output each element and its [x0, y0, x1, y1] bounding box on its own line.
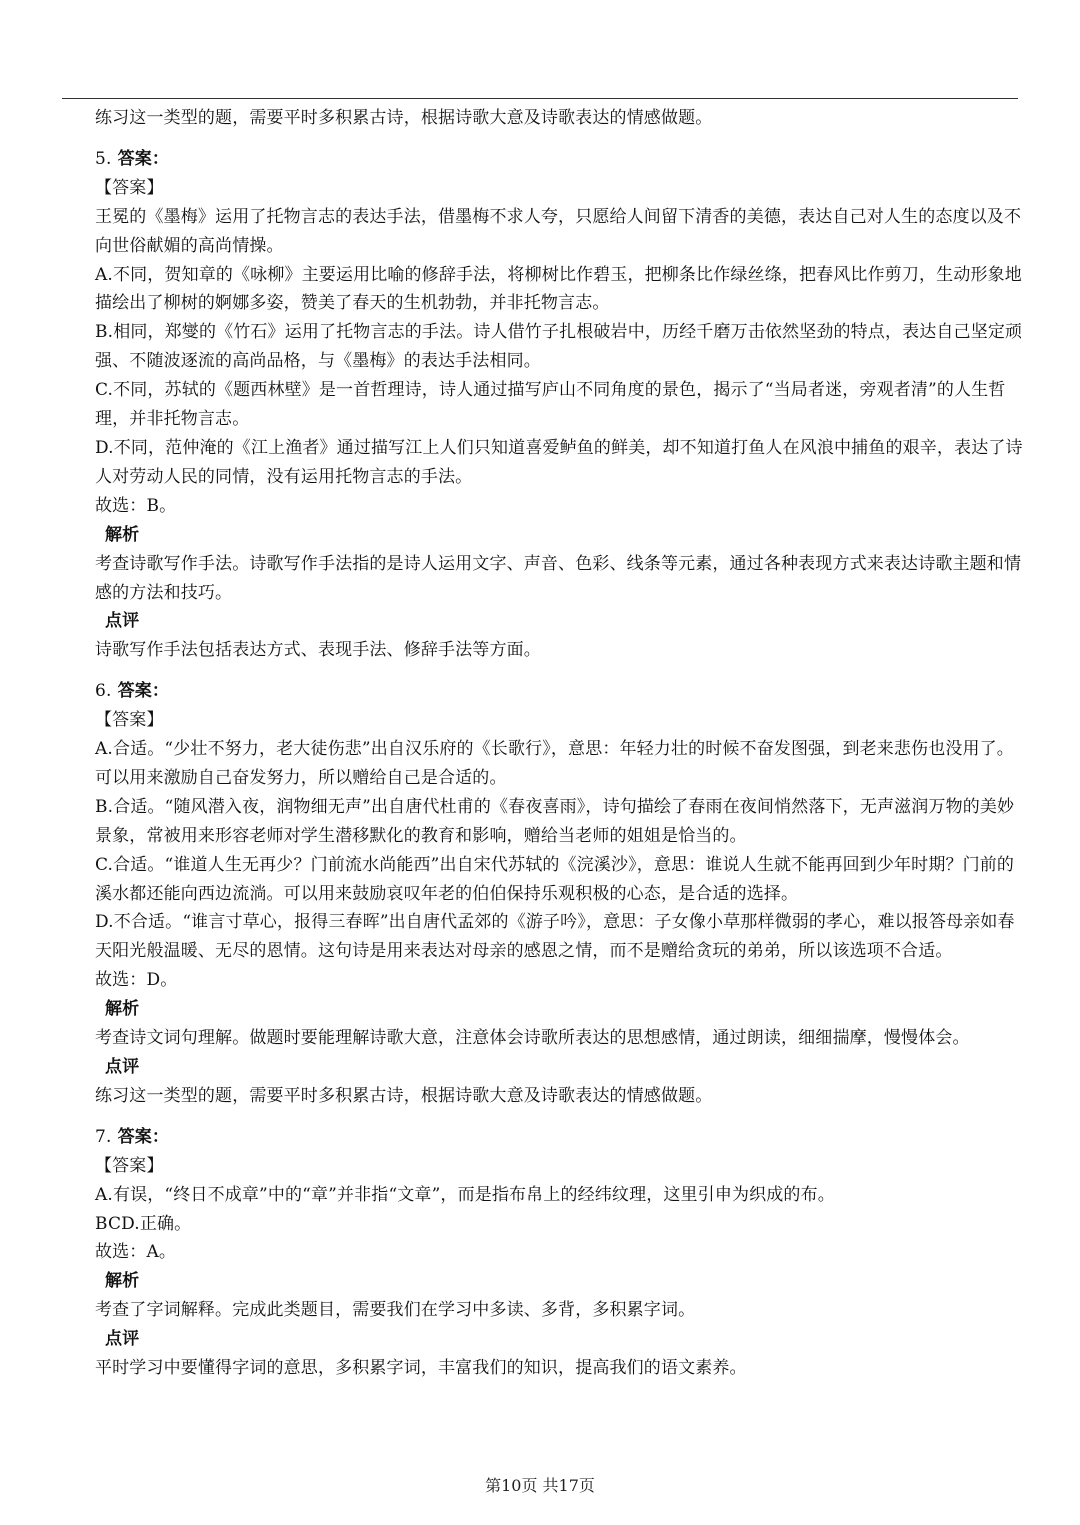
- question-5: [95, 145, 1030, 665]
- answer-paragraph: D.不同，范仲淹的《江上渔者》通过描写江上人们只知道喜爱鲈鱼的鲜美，却不知道打鱼人在风浪中捕鱼的艰辛，表达了诗人对劳动人民的同情，没有运用托物言志的手法。: [95, 437, 1023, 487]
- comment-heading: 点评: [105, 1329, 140, 1350]
- page-content: [95, 104, 1030, 1383]
- analysis-heading: 解析: [105, 524, 140, 545]
- answer-paragraph: 王冕的《墨梅》运用了托物言志的表达手法，借墨梅不求人夸，只愿给人间留下清香的美德，表达自己对人生的态度以及不向世俗献媚的高尚情操。: [95, 206, 1022, 256]
- answer-tag: 【答案】: [95, 177, 164, 198]
- analysis-text: 考查诗文词句理解。做题时要能理解诗歌大意，注意体会诗歌所表达的思想感情，通过朗读，细细揣摩，慢慢体会。: [95, 1028, 970, 1049]
- answer-paragraph: A.合适。“少壮不努力，老大徒伤悲”出自汉乐府的《长歌行》，意思：年轻力壮的时候不奋发图强，到老来悲伤也没用了。可以用来激励自己奋发努力，所以赠给自己是合适的。: [95, 739, 1014, 788]
- analysis-heading: 解析: [105, 1271, 140, 1292]
- answer-tag: 【答案】: [95, 710, 164, 731]
- comment-text: 练习这一类型的题，需要平时多积累古诗，根据诗歌大意及诗歌表达的情感做题。: [95, 1085, 713, 1106]
- answer-paragraph: C.合适。“谁道人生无再少？门前流水尚能西”出自宋代苏轼的《浣溪沙》，意思：谁说人生就不能再回到少年时期？门前的溪水都还能向西边流淌。可以用来鼓励哀叹年老的伯伯保持乐观积极的心态，是合适的选择。: [95, 854, 1015, 904]
- answer-paragraph: C.不同，苏轼的《题西林壁》是一首哲理诗，诗人通过描写庐山不同角度的景色，揭示了“当局者迷，旁观者清”的人生哲理，并非托物言志。: [95, 380, 1006, 430]
- intro-line: 练习这一类型的题，需要平时多积累古诗，根据诗歌大意及诗歌表达的情感做题。: [95, 108, 713, 128]
- answer-choice: 故选：A。: [95, 1242, 177, 1263]
- answer-choice: 故选：D。: [95, 970, 178, 991]
- analysis-heading: 解析: [105, 999, 140, 1020]
- question-5-heading: [95, 145, 1030, 174]
- question-number: 7.: [95, 1126, 112, 1147]
- page-footer: 第10页 共17页: [485, 1476, 595, 1495]
- answer-paragraph: BCD.正确。: [95, 1213, 192, 1234]
- comment-text: 诗歌写作手法包括表达方式、表现手法、修辞手法等方面。: [95, 640, 541, 661]
- comment-heading: 点评: [105, 611, 140, 632]
- answer-paragraph: B.合适。“随风潜入夜，润物细无声”出自唐代杜甫的《春夜喜雨》，诗句描绘了春雨在夜间悄然落下，无声滋润万物的美妙景象，常被用来形容老师对学生潜移默化的教育和影响，赠给当老师的姐姐是恰当的。: [95, 796, 1015, 846]
- answer-title: 答案：: [117, 148, 170, 169]
- question-7: [95, 1123, 1030, 1383]
- comment-text: 平时学习中要懂得字词的意思，多积累字词，丰富我们的知识，提高我们的语文素养。: [95, 1358, 747, 1379]
- question-6: [95, 677, 1030, 1111]
- question-number: 5.: [95, 148, 112, 169]
- answer-paragraph: B.相同，郑燮的《竹石》运用了托物言志的手法。诗人借竹子扎根破岩中，历经千磨万击依然坚劲的特点，表达自己坚定顽强、不随波逐流的高尚品格，与《墨梅》的表达手法相同。: [95, 322, 1023, 372]
- header-rule: [62, 98, 1018, 99]
- answer-title: 答案：: [117, 681, 170, 702]
- comment-heading: 点评: [105, 1057, 140, 1077]
- question-6-heading: [95, 677, 1030, 706]
- question-7-heading: [95, 1123, 1030, 1152]
- answer-paragraph: A.有误，“终日不成章”中的“章”并非指“文章”，而是指布帛上的经纬纹理，这里引申为织成的布。: [95, 1184, 835, 1205]
- answer-choice: 故选：B。: [95, 495, 177, 516]
- question-number: 6.: [95, 681, 112, 702]
- analysis-text: 考查诗歌写作手法。诗歌写作手法指的是诗人运用文字、声音、色彩、线条等元素，通过各种表现方式来表达诗歌主题和情感的方法和技巧。: [95, 553, 1022, 603]
- answer-paragraph: A.不同，贺知章的《咏柳》主要运用比喻的修辞手法，将柳树比作碧玉，把柳条比作绿丝绦，把春风比作剪刀，生动形象地描绘出了柳树的婀娜多姿，赞美了春天的生机勃勃，并非托物言志。: [95, 264, 1022, 314]
- analysis-text: 考查了字词解释。完成此类题目，需要我们在学习中多读、多背，多积累字词。: [95, 1300, 696, 1321]
- answer-tag: 【答案】: [95, 1155, 164, 1176]
- answer-paragraph: D.不合适。“谁言寸草心，报得三春晖”出自唐代孟郊的《游子吟》，意思：子女像小草那样微弱的孝心，难以报答母亲如春天阳光般温暖、无尽的恩情。这句诗是用来表达对母亲的感恩之情，而不是赠给贪玩的弟弟，所以该选项不合适。: [95, 912, 1015, 962]
- answer-title: 答案：: [117, 1126, 170, 1147]
